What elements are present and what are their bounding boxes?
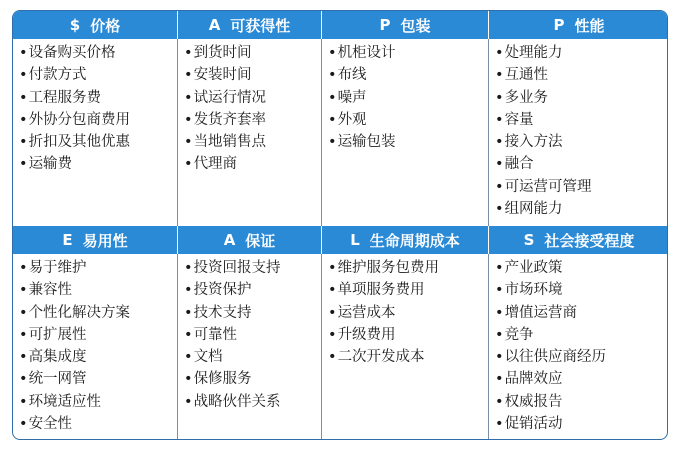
list-item: •试运行情况 [184,89,267,106]
list-item: •运输费 [19,156,73,173]
cell-packaging [322,39,489,226]
item-list [328,42,488,153]
list-item: •增值运营商 [495,304,578,321]
cell-price [13,39,178,226]
cell-availability [178,39,322,226]
list-item: •维护服务包费用 [328,260,440,276]
cell-life-cycle-cost [322,254,489,440]
list-item: •市场环境 [495,282,563,299]
list-item: •机柜设计 [328,45,396,61]
header-letter: P [553,16,565,34]
list-item: •投资保护 [184,282,252,299]
item-list [19,42,177,176]
header-title: 易用性 [82,231,128,250]
header-assurances [178,226,322,254]
list-item: •环境适应性 [19,393,102,410]
list-item: •外协分包商费用 [19,111,131,128]
header-title: 性能 [574,16,605,35]
header-ease-of-use [13,226,178,254]
list-item: •文档 [184,349,223,366]
header-availability [178,11,322,39]
list-item: •发货齐套率 [184,111,267,128]
list-item: •二次开发成本 [328,349,425,366]
list-item: •以往供应商经历 [495,349,607,366]
list-item: •品牌效应 [495,371,563,388]
appeals-table [12,10,668,440]
list-item: •可扩展性 [19,326,87,343]
item-list [495,257,668,435]
header-letter: P [379,16,391,34]
list-item: •折扣及其他优惠 [19,134,131,151]
list-item: •保修服务 [184,371,252,388]
item-list [328,257,488,368]
header-letter: A [208,16,221,34]
list-item: •到货时间 [184,45,252,61]
list-item: •设备购买价格 [19,45,116,61]
header-packaging [322,11,489,39]
list-item: •个性化解决方案 [19,304,131,321]
item-list [19,257,177,435]
list-item: •产业政策 [495,260,563,276]
list-item: •高集成度 [19,349,87,366]
cell-ease-of-use [13,254,178,440]
header-social-acceptance [489,226,668,254]
header-title: 保证 [245,231,276,250]
list-item: •战略伙伴关系 [184,393,281,410]
list-item: •融合 [495,156,534,173]
list-item: •当地销售点 [184,134,267,151]
list-item: •易于维护 [19,260,87,276]
list-item: •布线 [328,67,367,84]
list-item: •运输包装 [328,134,396,151]
header-price [13,11,178,39]
list-item: •竞争 [495,326,534,343]
header-performance [489,11,668,39]
header-letter: L [350,231,360,249]
cell-performance [489,39,668,226]
list-item: •外观 [328,111,367,128]
header-life-cycle-cost [322,226,489,254]
list-item: •权威报告 [495,393,563,410]
cell-assurances [178,254,322,440]
list-item: •投资回报支持 [184,260,281,276]
list-item: •组网能力 [495,201,563,218]
appeals-grid [13,11,668,440]
header-title: 价格 [90,16,121,35]
item-list [184,42,321,176]
list-item: •促销活动 [495,416,563,433]
item-list [184,257,321,413]
list-item: •安装时间 [184,67,252,84]
list-item: •处理能力 [495,45,563,61]
list-item: •代理商 [184,156,238,173]
list-item: •单项服务费用 [328,282,425,299]
list-item: •多业务 [495,89,549,106]
list-item: •容量 [495,111,534,128]
header-letter: S [523,231,535,249]
list-item: •兼容性 [19,282,73,299]
list-item: •技术支持 [184,304,252,321]
list-item: •可运营可管理 [495,178,592,195]
header-title: 生命周期成本 [369,231,460,250]
list-item: •噪声 [328,89,367,106]
list-item: •工程服务费 [19,89,102,106]
list-item: •统一网管 [19,371,87,388]
header-letter: A [223,231,236,249]
header-title: 可获得性 [230,16,291,35]
list-item: •升级费用 [328,326,396,343]
item-list [495,42,668,220]
header-letter: E [62,231,73,249]
list-item: •安全性 [19,416,73,433]
list-item: •可靠性 [184,326,238,343]
header-title: 包装 [400,16,431,35]
cell-social-acceptance [489,254,668,440]
header-letter: $ [69,16,81,34]
list-item: •接入方法 [495,134,563,151]
list-item: •付款方式 [19,67,87,84]
list-item: •运营成本 [328,304,396,321]
list-item: •互通性 [495,67,549,84]
header-title: 社会接受程度 [544,231,635,250]
